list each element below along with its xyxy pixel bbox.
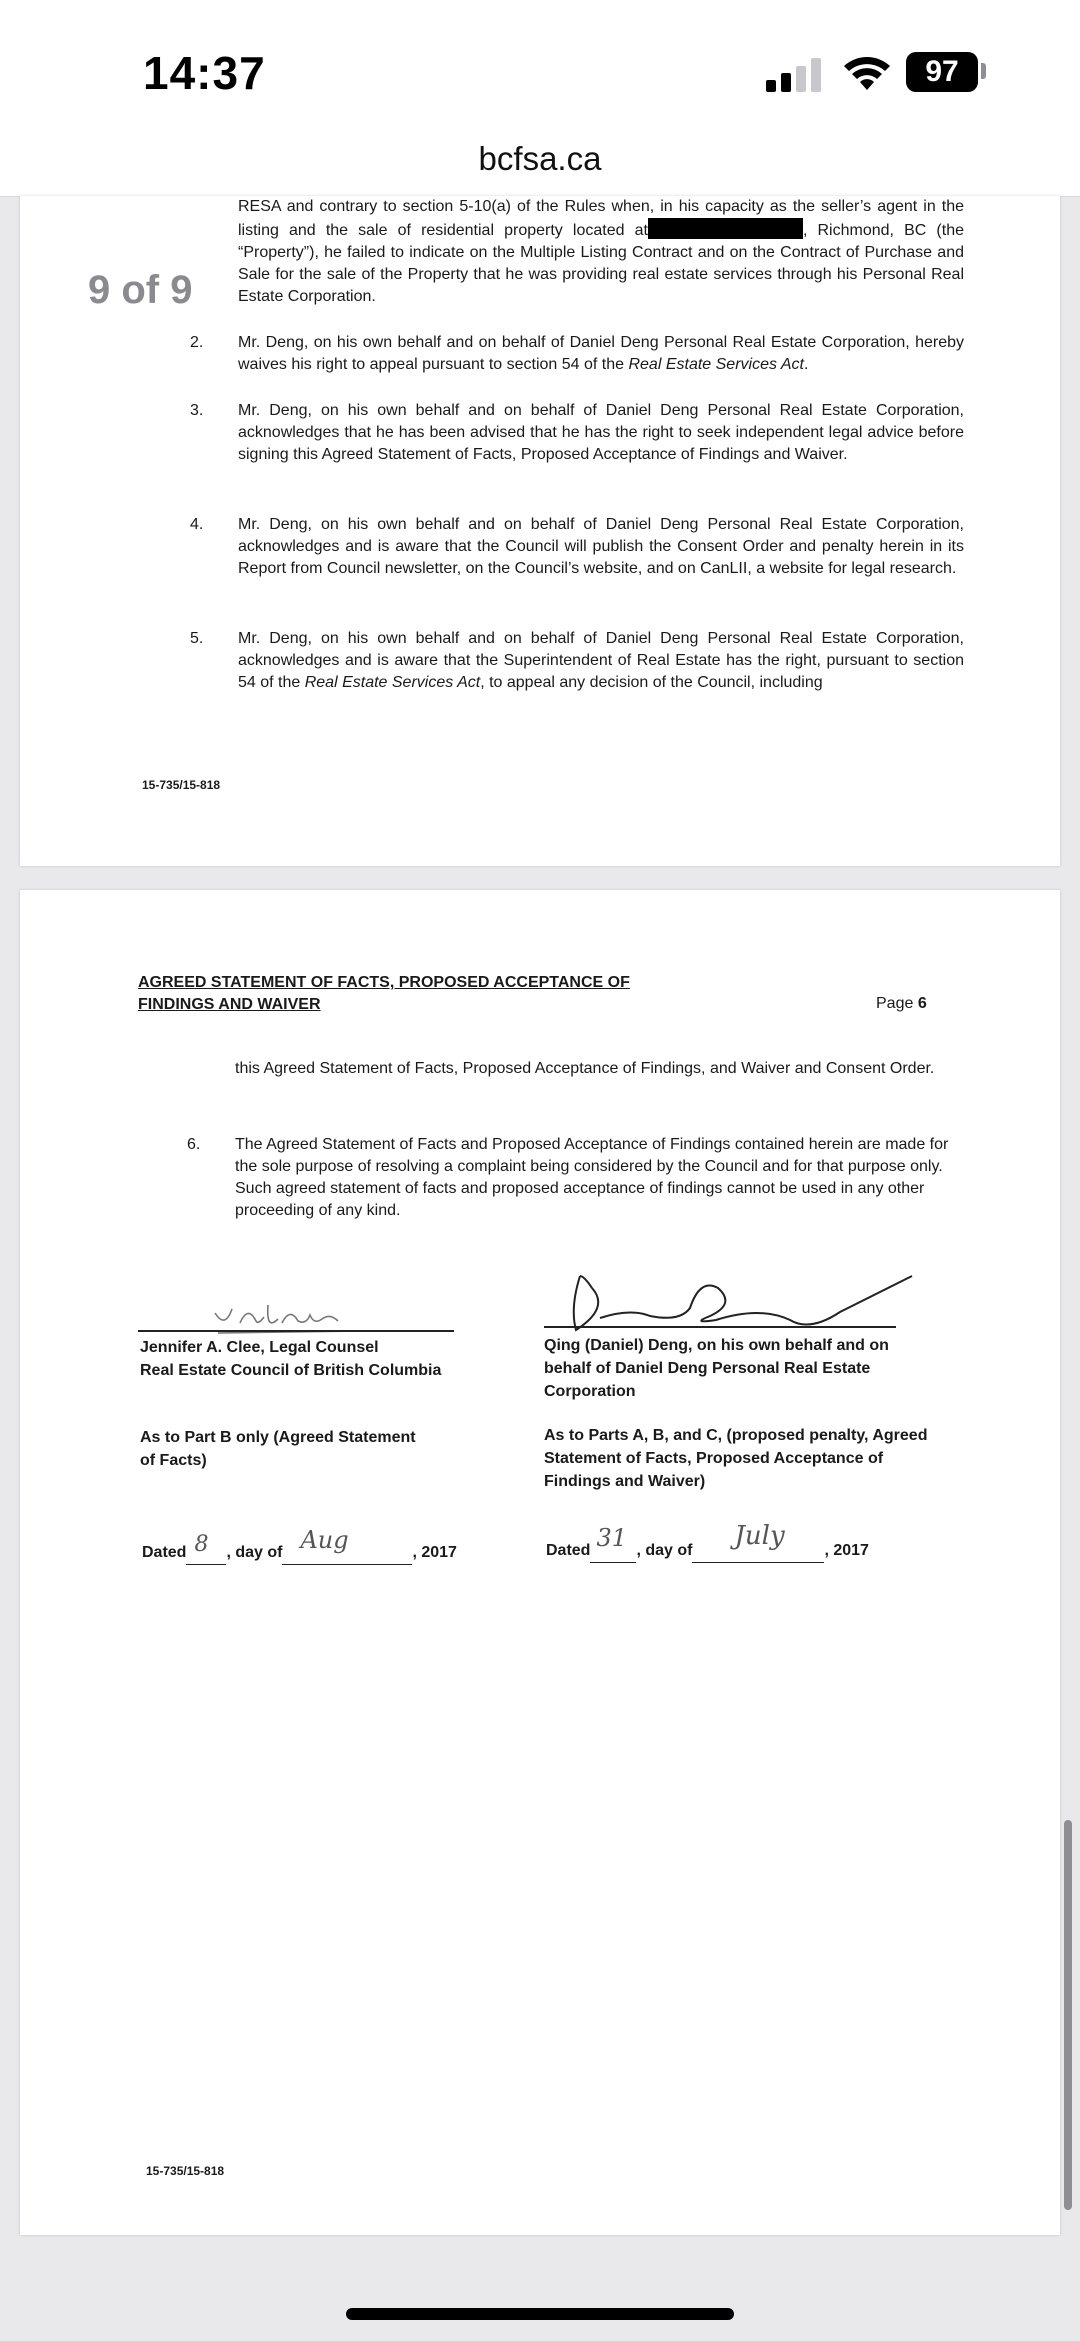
item-number: 4. <box>190 516 204 533</box>
wifi-icon <box>842 54 892 92</box>
year-label: , 2017 <box>824 1542 869 1559</box>
handwritten-month: Aug <box>300 1526 349 1554</box>
handwritten-day: 31 <box>596 1524 627 1552</box>
date-day-blank <box>186 1532 226 1565</box>
paragraph-text: Mr. Deng, on his own behalf and on behalf of Daniel Deng Personal Real Estate Corporation, hereby waives his right to appeal pursuant to section 54 of the <box>238 334 964 373</box>
paragraph-text: RESA and contrary to section 5-10(a) of the Rules when, in his capacity as the seller’s agent in the listing and the sale of residential property located at <box>238 198 964 239</box>
date-day-blank <box>590 1524 636 1563</box>
signature-deng <box>540 1268 920 1340</box>
url-text[interactable]: bcfsa.ca <box>478 140 602 177</box>
date-month-blank <box>692 1521 824 1563</box>
signer-name: Jennifer A. Clee, Legal Counsel <box>140 1339 379 1356</box>
act-name: Real Estate Services Act <box>304 674 481 691</box>
signature-line-right <box>544 1326 896 1328</box>
year-label: , 2017 <box>412 1544 457 1561</box>
right-signer-block <box>544 1334 944 1403</box>
paragraph-text: Mr. Deng, on his own behalf and on behalf of Daniel Deng Personal Real Estate Corporation, acknowledges and is aware that the Superintendent of Real Estate has the right, pursuant to section 54 of the <box>238 630 964 691</box>
left-date-line <box>142 1526 457 1565</box>
heading-line: AGREED STATEMENT OF FACTS, PROPOSED ACCEPTANCE OF <box>138 974 630 991</box>
status-bar <box>0 0 1080 140</box>
paragraph-item-2 <box>238 332 964 376</box>
paragraph-item-5 <box>238 628 964 694</box>
paragraph-text: , Richmond, BC (the “Property”), he failed to indicate on the Multiple Listing Contract and on the Contract of Purchase and Sale for the sale of the Property that he was providing real estate services through his Personal Real Estate Corporation. <box>238 222 964 305</box>
paragraph-item-3: Mr. Deng, on his own behalf and on behalf of Daniel Deng Personal Real Estate Corporation, acknowledges that he has been advised that he has the right to seek independent legal advice before signing this Agreed Statement of Facts, Proposed Acceptance of Findings and Waiver. <box>238 402 964 463</box>
address-bar[interactable] <box>0 140 1080 197</box>
scroll-indicator[interactable] <box>1064 1820 1072 2210</box>
paragraph-item-4: Mr. Deng, on his own behalf and on behalf of Daniel Deng Personal Real Estate Corporation, acknowledges and is aware that the Council will publish the Consent Order and penalty herein in its Report from Council newsletter, on the Council’s website, and on CanLII, a website for legal research. <box>238 516 964 577</box>
scope-text: As to Part B only (Agreed Statement <box>140 1429 416 1446</box>
dated-label: Dated <box>546 1542 591 1559</box>
page-number-label <box>876 993 927 1015</box>
page-label: Page <box>876 995 914 1012</box>
paragraph-text: . <box>803 356 809 373</box>
battery-indicator: 97 <box>906 52 978 92</box>
document-page-6 <box>20 890 1060 2235</box>
page-number: 6 <box>917 995 927 1012</box>
right-scope-block <box>544 1424 964 1493</box>
heading-line: FINDINGS AND WAIVER <box>138 996 321 1013</box>
signature-clee <box>210 1295 370 1335</box>
handwritten-month: July <box>734 1521 785 1551</box>
left-signer-block <box>140 1336 470 1382</box>
item-number: 2. <box>190 334 204 351</box>
scope-text: As to Parts A, B, and C, (proposed penalty, Agreed <box>544 1427 928 1444</box>
redaction-box <box>648 218 803 239</box>
day-of-label: , day of <box>226 1544 283 1561</box>
footer-file-code: 15-735/15-818 <box>146 2164 225 2178</box>
battery-tip <box>981 63 986 79</box>
page-heading <box>138 972 630 1016</box>
dated-label: Dated <box>142 1544 187 1561</box>
scope-text: Findings and Waiver) <box>544 1473 706 1490</box>
signer-organization: Real Estate Council of British Columbia <box>140 1362 442 1379</box>
home-indicator[interactable] <box>346 2308 734 2320</box>
date-month-blank <box>282 1526 412 1565</box>
paragraph-1-continuation <box>238 196 964 308</box>
signer-name: Qing (Daniel) Deng, on his own behalf and on <box>544 1337 889 1354</box>
day-of-label: , day of <box>636 1542 693 1559</box>
paragraph-continuation: this Agreed Statement of Facts, Proposed Acceptance of Findings, and Waiver and Consent Order. <box>235 1060 935 1077</box>
paragraph-text: , to appeal any decision of the Council, including <box>480 674 823 691</box>
footer-file-code: 15-735/15-818 <box>142 778 221 792</box>
item-number: 3. <box>190 402 204 419</box>
act-name: Real Estate Services Act <box>628 356 804 373</box>
clock: 14:37 <box>143 47 266 99</box>
left-scope-block <box>140 1426 470 1472</box>
signer-name: behalf of Daniel Deng Personal Real Estate <box>544 1360 871 1377</box>
paragraph-item-6: The Agreed Statement of Facts and Proposed Acceptance of Findings contained herein are made for the sole purpose of resolving a complaint being considered by the Council and for that purpose only. Such agreed statement of facts and proposed acceptance of findings cannot be used in any other proceeding of any kind. <box>235 1136 949 1219</box>
item-number: 5. <box>190 630 204 647</box>
cellular-signal-icon <box>766 58 822 92</box>
handwritten-day: 8 <box>194 1532 209 1557</box>
signer-name: Corporation <box>544 1383 636 1400</box>
scope-text: of Facts) <box>140 1452 207 1469</box>
item-number: 6. <box>187 1136 201 1153</box>
signature-line-left <box>138 1330 454 1332</box>
scope-text: Statement of Facts, Proposed Acceptance of <box>544 1450 884 1467</box>
page-counter: 9 of 9 <box>88 268 193 312</box>
right-date-line <box>546 1521 869 1563</box>
